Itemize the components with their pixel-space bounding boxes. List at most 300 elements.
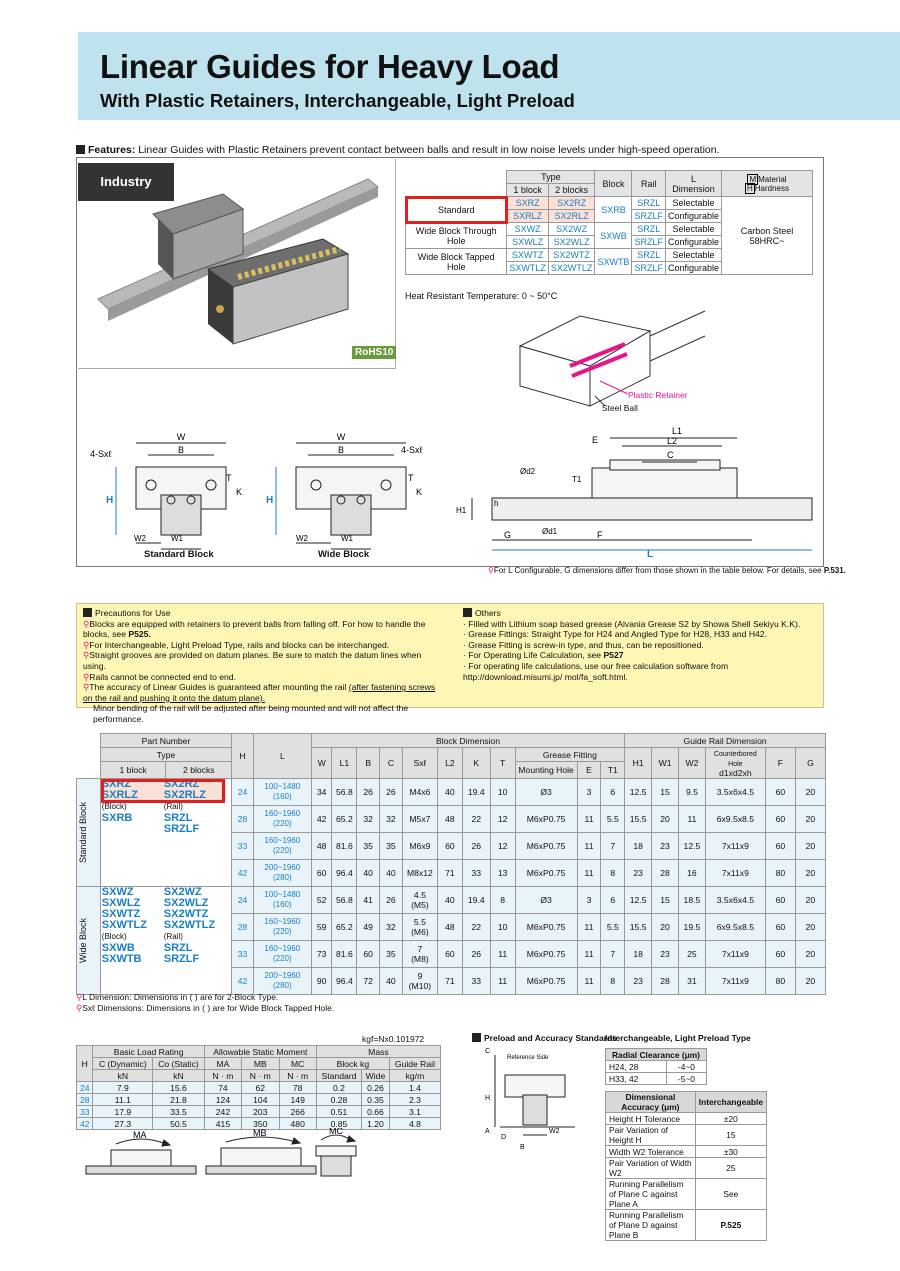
l-range-two-block: (280) (272, 981, 292, 990)
col-l1-value: 56.8 (332, 887, 357, 914)
sx-main: 5.5 (413, 917, 426, 927)
l-range: 160~1960 (264, 836, 301, 845)
others-item: · For operating life calculations, use our free calculation software from http://download.misumi.jp/ mol/fa_soft.html. (463, 660, 729, 682)
l-range-two-block: (160) (272, 900, 292, 909)
col-t1-value: 5.5 (601, 806, 625, 833)
note-icon: ⚲ (76, 1003, 83, 1013)
load-value: 0.66 (362, 1106, 390, 1118)
type-code[interactable]: SXRB (101, 812, 133, 824)
l-header: L (253, 734, 311, 779)
h-header: H (232, 734, 254, 779)
sx-value (402, 914, 437, 941)
load-value: 203 (242, 1106, 279, 1118)
table-row (77, 779, 826, 806)
type-code[interactable]: SX2WTZ (163, 908, 209, 920)
rail-cell[interactable]: SRZLF (632, 236, 666, 249)
l-cell: Configurable (665, 236, 721, 249)
spacer (102, 824, 164, 835)
block-cell[interactable]: SXRB (595, 197, 632, 223)
standard-block-rows (77, 779, 826, 887)
dim-value: 25 (695, 1158, 766, 1179)
col-t: T (490, 748, 515, 779)
nm-unit: N · m (242, 1070, 279, 1082)
col-l2-value: 40 (437, 779, 462, 806)
type-code[interactable]: SX2RLZ (164, 790, 226, 801)
type-header: Type (507, 171, 595, 184)
type-cell[interactable]: SX2WTZ (548, 249, 595, 262)
type-code[interactable]: SXWLZ (101, 897, 141, 909)
col-counterbore-value: 7x11x9 (705, 968, 765, 995)
col-g-value: 20 (795, 941, 825, 968)
plastic-retainer-label: Plastic Retainer (628, 390, 688, 400)
col-f-value: 60 (765, 806, 795, 833)
ma-header: MA (204, 1058, 241, 1070)
rail-cell[interactable]: SRZLF (632, 210, 666, 223)
type-code[interactable]: SRZLF (163, 823, 200, 835)
dim-t-label: T (226, 473, 232, 483)
col-h1-value: 18 (625, 833, 652, 860)
l-value (253, 806, 311, 833)
wide-block-label: Wide Block (77, 887, 101, 995)
type-code[interactable]: SRZL (163, 942, 193, 954)
dim-key: Height H Tolerance (606, 1113, 696, 1125)
type-code[interactable]: SXRLZ (102, 790, 164, 801)
col-w2: W2 (678, 748, 705, 779)
col-w2-value: 31 (678, 968, 705, 995)
rail-cell[interactable]: SRZL (632, 223, 666, 236)
col-f-value: 60 (765, 914, 795, 941)
type-table (405, 170, 813, 275)
dim-k-label-wide: K (416, 487, 423, 497)
col-f-value: 60 (765, 941, 795, 968)
col-e: E (577, 762, 601, 779)
load-value: 62 (242, 1082, 279, 1094)
load-value: 104 (242, 1094, 279, 1106)
col-k: K (462, 748, 490, 779)
note-icon: ⚲ (76, 992, 83, 1002)
dim-d1-label: Ød1 (542, 527, 558, 536)
others-column: Others · Filled with Lithium soap based grease (Alvania Grease S2 by Showa Shell Sekiyu K.K). · Grease Fittings: Straight Type for H24 and Angled Type for H28, H33 and H42. · Grease Fitting is screw-in type, and thus, can be repositioned. · For Operating Life Calculation, see P527 · For operating life calculations, use our free calculation software from http://download.misumi.jp/ mol/fa_soft.html. (463, 608, 819, 682)
col-mounting-hole-value: M6xP0.75 (515, 806, 577, 833)
col-l1-value: 96.4 (332, 860, 357, 887)
type-list (100, 887, 231, 995)
radial-key: H33, 42 (606, 1073, 667, 1085)
others-item: · Filled with Lithium soap based grease (Alvania Grease S2 by Showa Shell Sekiyu K.K). (463, 618, 801, 629)
dim-sx-label-wide: 4-Sxℓ (401, 445, 423, 455)
page-ref: P527 (603, 650, 624, 661)
col-counterbore-value: 3.5x6x4.5 (705, 887, 765, 914)
dim-sx-label: 4-Sxℓ (90, 449, 112, 459)
col-e-value: 11 (577, 968, 601, 995)
col-w-value: 73 (311, 941, 332, 968)
dim-value: See (695, 1179, 766, 1210)
load-value: 11.1 (93, 1094, 153, 1106)
static-header: Co (Static) (153, 1058, 205, 1070)
h-value: 24 (232, 887, 254, 914)
col-t1-value: 7 (601, 941, 625, 968)
dimensional-accuracy-table (605, 1091, 767, 1241)
load-value: 124 (204, 1094, 241, 1106)
l-range: 100~1480 (264, 782, 301, 791)
col-mounting-hole-value: M6xP0.75 (515, 833, 577, 860)
load-value: 242 (204, 1106, 241, 1118)
page-ref: P525. (128, 629, 151, 640)
type-cell[interactable]: SX2RLZ (548, 210, 595, 223)
dimension-table (76, 733, 826, 995)
sx-main: M4x6 (409, 787, 431, 797)
mass-header: Mass (316, 1046, 440, 1058)
type-code[interactable]: SRZL (163, 812, 193, 824)
material-cell: Carbon Steel 58HRC~ (722, 197, 813, 275)
kn-unit: kN (153, 1070, 205, 1082)
col-t-value: 11 (490, 941, 515, 968)
dim-l-label: L (647, 549, 654, 560)
moment-drawings (76, 1128, 446, 1188)
col-w2-value: 9.5 (678, 779, 705, 806)
type-cell[interactable]: SX2WZ (548, 223, 595, 236)
row-standard: Standard (406, 197, 507, 223)
type-code[interactable]: SX2RZ (164, 779, 226, 790)
sx-tapped: (M6) (411, 927, 429, 937)
ma-label: MA (133, 1130, 147, 1140)
col-w1-value: 20 (652, 914, 679, 941)
col-mounting-hole: Mounting Hole (515, 762, 577, 779)
col-l2-value: 60 (437, 941, 462, 968)
dim-w-label-wide: W (336, 432, 346, 442)
col-w-value: 48 (311, 833, 332, 860)
dim-e-label: E (592, 435, 599, 445)
dim-key: Running Parallelism of Plane C against Plane A (606, 1179, 696, 1210)
type-cell[interactable]: SXWTZ (507, 249, 549, 262)
type-sub-label: (Block) (101, 932, 127, 941)
bullet-square-icon (83, 608, 92, 617)
type-code[interactable]: SX2WZ (163, 886, 202, 898)
dim-value: 15 (695, 1125, 766, 1146)
load-value: 0.51 (316, 1106, 361, 1118)
type-code[interactable]: SX2WLZ (163, 897, 209, 909)
col-k-value: 19.4 (462, 779, 490, 806)
sx-value (402, 860, 437, 887)
col-k-value: 19.4 (462, 887, 490, 914)
load-table (76, 1045, 441, 1130)
dim-w1-label: W1 (171, 534, 183, 543)
col-c-value: 35 (380, 833, 403, 860)
col-mounting-hole-value: M6xP0.75 (515, 968, 577, 995)
col-g-value: 20 (795, 860, 825, 887)
preload-type: Interchangeable, Light Preload Type (605, 1033, 751, 1043)
h-value: 42 (232, 968, 254, 995)
load-value: 50.5 (153, 1118, 205, 1130)
cross-section-drawings (86, 425, 446, 555)
load-value: 33.5 (153, 1106, 205, 1118)
col-h1-value: 12.5 (625, 779, 652, 806)
col-k-value: 33 (462, 860, 490, 887)
col-t-value: 13 (490, 860, 515, 887)
dim-w-label: W (176, 432, 186, 442)
load-value: 266 (279, 1106, 316, 1118)
dim-c-label: C (667, 450, 674, 460)
bullet-square-icon (463, 608, 472, 617)
load-row (77, 1082, 441, 1094)
l-range-two-block: (220) (272, 927, 292, 936)
note-icon: ⚲ (83, 639, 90, 650)
type-code[interactable]: SXWTLZ (101, 919, 147, 931)
col-f-value: 80 (765, 860, 795, 887)
col-mounting-hole-value: M6xP0.75 (515, 860, 577, 887)
col-b-value: 72 (357, 968, 380, 995)
col-w1: W1 (652, 748, 679, 779)
col-b-value: 60 (357, 941, 380, 968)
l-cell: Configurable (665, 262, 721, 275)
type-code[interactable]: SXWTB (101, 953, 142, 965)
l-range: 160~1960 (264, 944, 301, 953)
load-value: 1.4 (389, 1082, 440, 1094)
block-cell[interactable]: SXWB (595, 223, 632, 249)
col-w1-value: 23 (652, 941, 679, 968)
type-cell[interactable]: SXRZ (507, 197, 549, 210)
col-l2-value: 71 (437, 860, 462, 887)
note-icon: ⚲ (83, 650, 90, 661)
load-value: 1.20 (362, 1118, 390, 1130)
sx-main: M8x12 (407, 868, 433, 878)
kgf-note: kgf=Nx0.101972 (362, 1034, 425, 1044)
load-value: 0.28 (316, 1094, 361, 1106)
col-h1-value: 18 (625, 941, 652, 968)
type-cell[interactable]: SX2RZ (548, 197, 595, 210)
load-h-value: 28 (77, 1094, 93, 1106)
radial-value: -5~0 (666, 1073, 706, 1085)
sx-main: 9 (417, 971, 423, 981)
dim-value: ±30 (695, 1146, 766, 1158)
col-t-value: 10 (490, 779, 515, 806)
l-value (253, 914, 311, 941)
dim-d2-label: Ød2 (520, 467, 536, 476)
block-dimension-header: Block Dimension (311, 734, 624, 748)
industry-standard-badge: Industry Standard (78, 163, 174, 201)
type-cell[interactable]: SX2WTLZ (548, 262, 595, 275)
wide-block-caption: Wide Block (318, 549, 370, 560)
type-cell[interactable]: SXWZ (507, 223, 549, 236)
load-value: 74 (204, 1082, 241, 1094)
type-cell[interactable]: SX2WLZ (548, 236, 595, 249)
col-g-value: 20 (795, 806, 825, 833)
plane-h-label: H (485, 1095, 491, 1102)
load-value: 415 (204, 1118, 241, 1130)
col-w2-value: 12.5 (678, 833, 705, 860)
notes-box (76, 603, 824, 724)
load-row (77, 1106, 441, 1118)
row-wide-tapped: Wide Block Tapped Hole (406, 249, 507, 275)
dim-key: Running Parallelism of Plane D against Plane B (606, 1210, 696, 1241)
col-w1-value: 28 (652, 860, 679, 887)
col-e-value: 11 (577, 833, 601, 860)
col-counterbore: Counterbored Hole d1xd2xh (705, 748, 765, 779)
type-code[interactable]: SRZLF (163, 953, 200, 965)
h-value: 33 (232, 941, 254, 968)
col-b-value: 41 (357, 887, 380, 914)
precautions-column: Precautions for Use ⚲Blocks are equipped with retainers to prevent balls from falling off. For how to handle the blocks, see P525. ⚲For Interchangeable, Light Preload Type, rails and blocks can be interchanged. ⚲Straight grooves are provided on datum planes. Be sure to match the datum lines when using. ⚲Rails cannot be connected end to end. ⚲The accuracy of Linear Guides is guaranteed after mounting the rail (after fastening screws on the rail and pushing it onto the datum plane). Minor bending of the rail will be adjusted after being mounted and will not affect the performance. (83, 608, 443, 725)
bullet-square-icon (76, 145, 85, 154)
col-w1-value: 15 (652, 779, 679, 806)
col-c-value: 40 (380, 860, 403, 887)
material-header: M Material H Hardness (722, 171, 813, 197)
type-code[interactable]: SXWB (101, 942, 135, 954)
load-value: 0.2 (316, 1082, 361, 1094)
col-c-value: 32 (380, 914, 403, 941)
col-b: B (357, 748, 380, 779)
rail-cell[interactable]: SRZL (632, 249, 666, 262)
dim-t-label-wide: T (408, 473, 414, 483)
sx-main: M5x7 (409, 814, 431, 824)
nm-unit: N · m (279, 1070, 316, 1082)
col-l2-value: 60 (437, 833, 462, 860)
col-mounting-hole-value: M6xP0.75 (515, 941, 577, 968)
type-code[interactable]: SXWTZ (101, 908, 141, 920)
sx-value (402, 833, 437, 860)
mc-header: MC (279, 1058, 316, 1070)
col-counterbore-value: 7x11x9 (705, 833, 765, 860)
load-value: 480 (279, 1118, 316, 1130)
others-title: Others (475, 608, 501, 618)
l-value (253, 833, 311, 860)
note-icon: ⚲ (83, 618, 90, 629)
note-icon: ⚲ (83, 682, 90, 693)
l-cell: Selectable (665, 249, 721, 262)
l-value (253, 941, 311, 968)
col-t1-value: 5.5 (601, 914, 625, 941)
note-icon: ⚲ (488, 566, 494, 575)
h-value: 28 (232, 914, 254, 941)
l-range: 200~1960 (264, 863, 301, 872)
dim-value: P.525 (695, 1210, 766, 1241)
col-w2-value: 11 (678, 806, 705, 833)
dim-l2-label: L2 (667, 436, 678, 446)
col-h1-value: 12.5 (625, 887, 652, 914)
dynamic-header: C (Dynamic) (93, 1058, 153, 1070)
dim-b-label: B (177, 445, 185, 455)
col-l1-value: 81.6 (332, 833, 357, 860)
col-counterbore-value: 7x11x9 (705, 941, 765, 968)
type-cell[interactable]: SXWTLZ (507, 262, 549, 275)
rail-cell[interactable]: SRZLF (632, 262, 666, 275)
type-cell[interactable]: SXWLZ (507, 236, 549, 249)
col-c: C (380, 748, 403, 779)
load-h-header: H (77, 1046, 93, 1082)
col-b-value: 49 (357, 914, 380, 941)
load-value: 7.9 (93, 1082, 153, 1094)
sx-value (402, 968, 437, 995)
col-w-value: 52 (311, 887, 332, 914)
mb-label: MB (253, 1128, 267, 1138)
col-l2-value: 48 (437, 914, 462, 941)
one-block-header: 1 block (100, 762, 166, 779)
dim-key: Pair Variation of Width W2 (606, 1158, 696, 1179)
type-sub-label: (Rail) (163, 802, 183, 811)
col-t-value: 8 (490, 887, 515, 914)
type-code[interactable]: SXRZ (102, 779, 164, 790)
col-h1-value: 15.5 (625, 914, 652, 941)
type-cell[interactable]: SXRLZ (507, 210, 549, 223)
col-w2-value: 19.5 (678, 914, 705, 941)
table-row (77, 887, 826, 914)
sx-value (402, 806, 437, 833)
rail-cell[interactable]: SRZL (632, 197, 666, 210)
plane-a-label: A (485, 1128, 490, 1135)
col-t1-value: 6 (601, 887, 625, 914)
col-g-value: 20 (795, 887, 825, 914)
mc-label: MC (329, 1128, 343, 1136)
others-item: · Grease Fittings: Straight Type for H24 and Angled Type for H28, H33 and H42. (463, 629, 767, 640)
col-l2-value: 71 (437, 968, 462, 995)
col-g-value: 20 (795, 914, 825, 941)
col-k-value: 22 (462, 806, 490, 833)
col-counterbore-value: 6x9.5x8.5 (705, 914, 765, 941)
load-rows (77, 1082, 441, 1130)
block-header: Block (595, 171, 632, 197)
sx-value (402, 779, 437, 806)
col-w1-value: 28 (652, 968, 679, 995)
standard-header: Standard (316, 1070, 361, 1082)
col-g-value: 20 (795, 833, 825, 860)
col-w1-value: 20 (652, 806, 679, 833)
col-f: F (765, 748, 795, 779)
sx-tapped: (M10) (408, 981, 432, 991)
col-counterbore-value: 3.5x6x4.5 (705, 779, 765, 806)
type-code[interactable]: SX2WTLZ (163, 919, 216, 931)
col-b-value: 32 (357, 806, 380, 833)
reference-side-drawing (475, 1045, 600, 1155)
load-h-value: 42 (77, 1118, 93, 1130)
type-list (100, 779, 231, 887)
load-value: 15.6 (153, 1082, 205, 1094)
sx-main: 7 (417, 944, 423, 954)
static-moment-header: Allowable Static Moment (204, 1046, 316, 1058)
col-b-value: 26 (357, 779, 380, 806)
block-cell[interactable]: SXWTB (595, 249, 632, 275)
col-w2-value: 25 (678, 941, 705, 968)
bullet-square-icon (472, 1033, 481, 1042)
col-t-value: 12 (490, 806, 515, 833)
dim-h-label-wide: H (266, 495, 274, 506)
load-value: 350 (242, 1118, 279, 1130)
col-mounting-hole-value: Ø3 (515, 887, 577, 914)
load-h-value: 33 (77, 1106, 93, 1118)
col-b-value: 40 (357, 860, 380, 887)
preload-title: Preload and Accuracy Standards (472, 1033, 617, 1043)
col-counterbore-value: 7x11x9 (705, 860, 765, 887)
dim-title: Dimensional Accuracy (μm) (606, 1092, 696, 1113)
plane-c-label: C (485, 1048, 491, 1055)
page-title: Linear Guides for Heavy Load (100, 48, 560, 85)
dim-l1-label: L1 (672, 426, 683, 436)
col-e-value: 3 (577, 779, 601, 806)
steel-ball-label: Steel Ball (602, 403, 638, 413)
plane-d-label: D (501, 1134, 507, 1141)
dim-header: Interchangeable (695, 1092, 766, 1113)
col-l1-value: 65.2 (332, 914, 357, 941)
load-row (77, 1094, 441, 1106)
l-range-two-block: (220) (272, 954, 292, 963)
two-blocks-header: 2 blocks (166, 762, 232, 779)
dim-g-label: G (504, 530, 512, 540)
sx-tapped: (M5) (411, 900, 429, 910)
page-subtitle: With Plastic Retainers, Interchangeable, Light Preload (100, 90, 575, 111)
l-value (253, 887, 311, 914)
load-value: 17.9 (93, 1106, 153, 1118)
type-code[interactable]: SXWZ (101, 886, 134, 898)
load-value: 0.26 (362, 1082, 390, 1094)
precaution-item: Minor bending of the rail will be adjusted after being mounted and will not affect the performance. (93, 703, 409, 724)
